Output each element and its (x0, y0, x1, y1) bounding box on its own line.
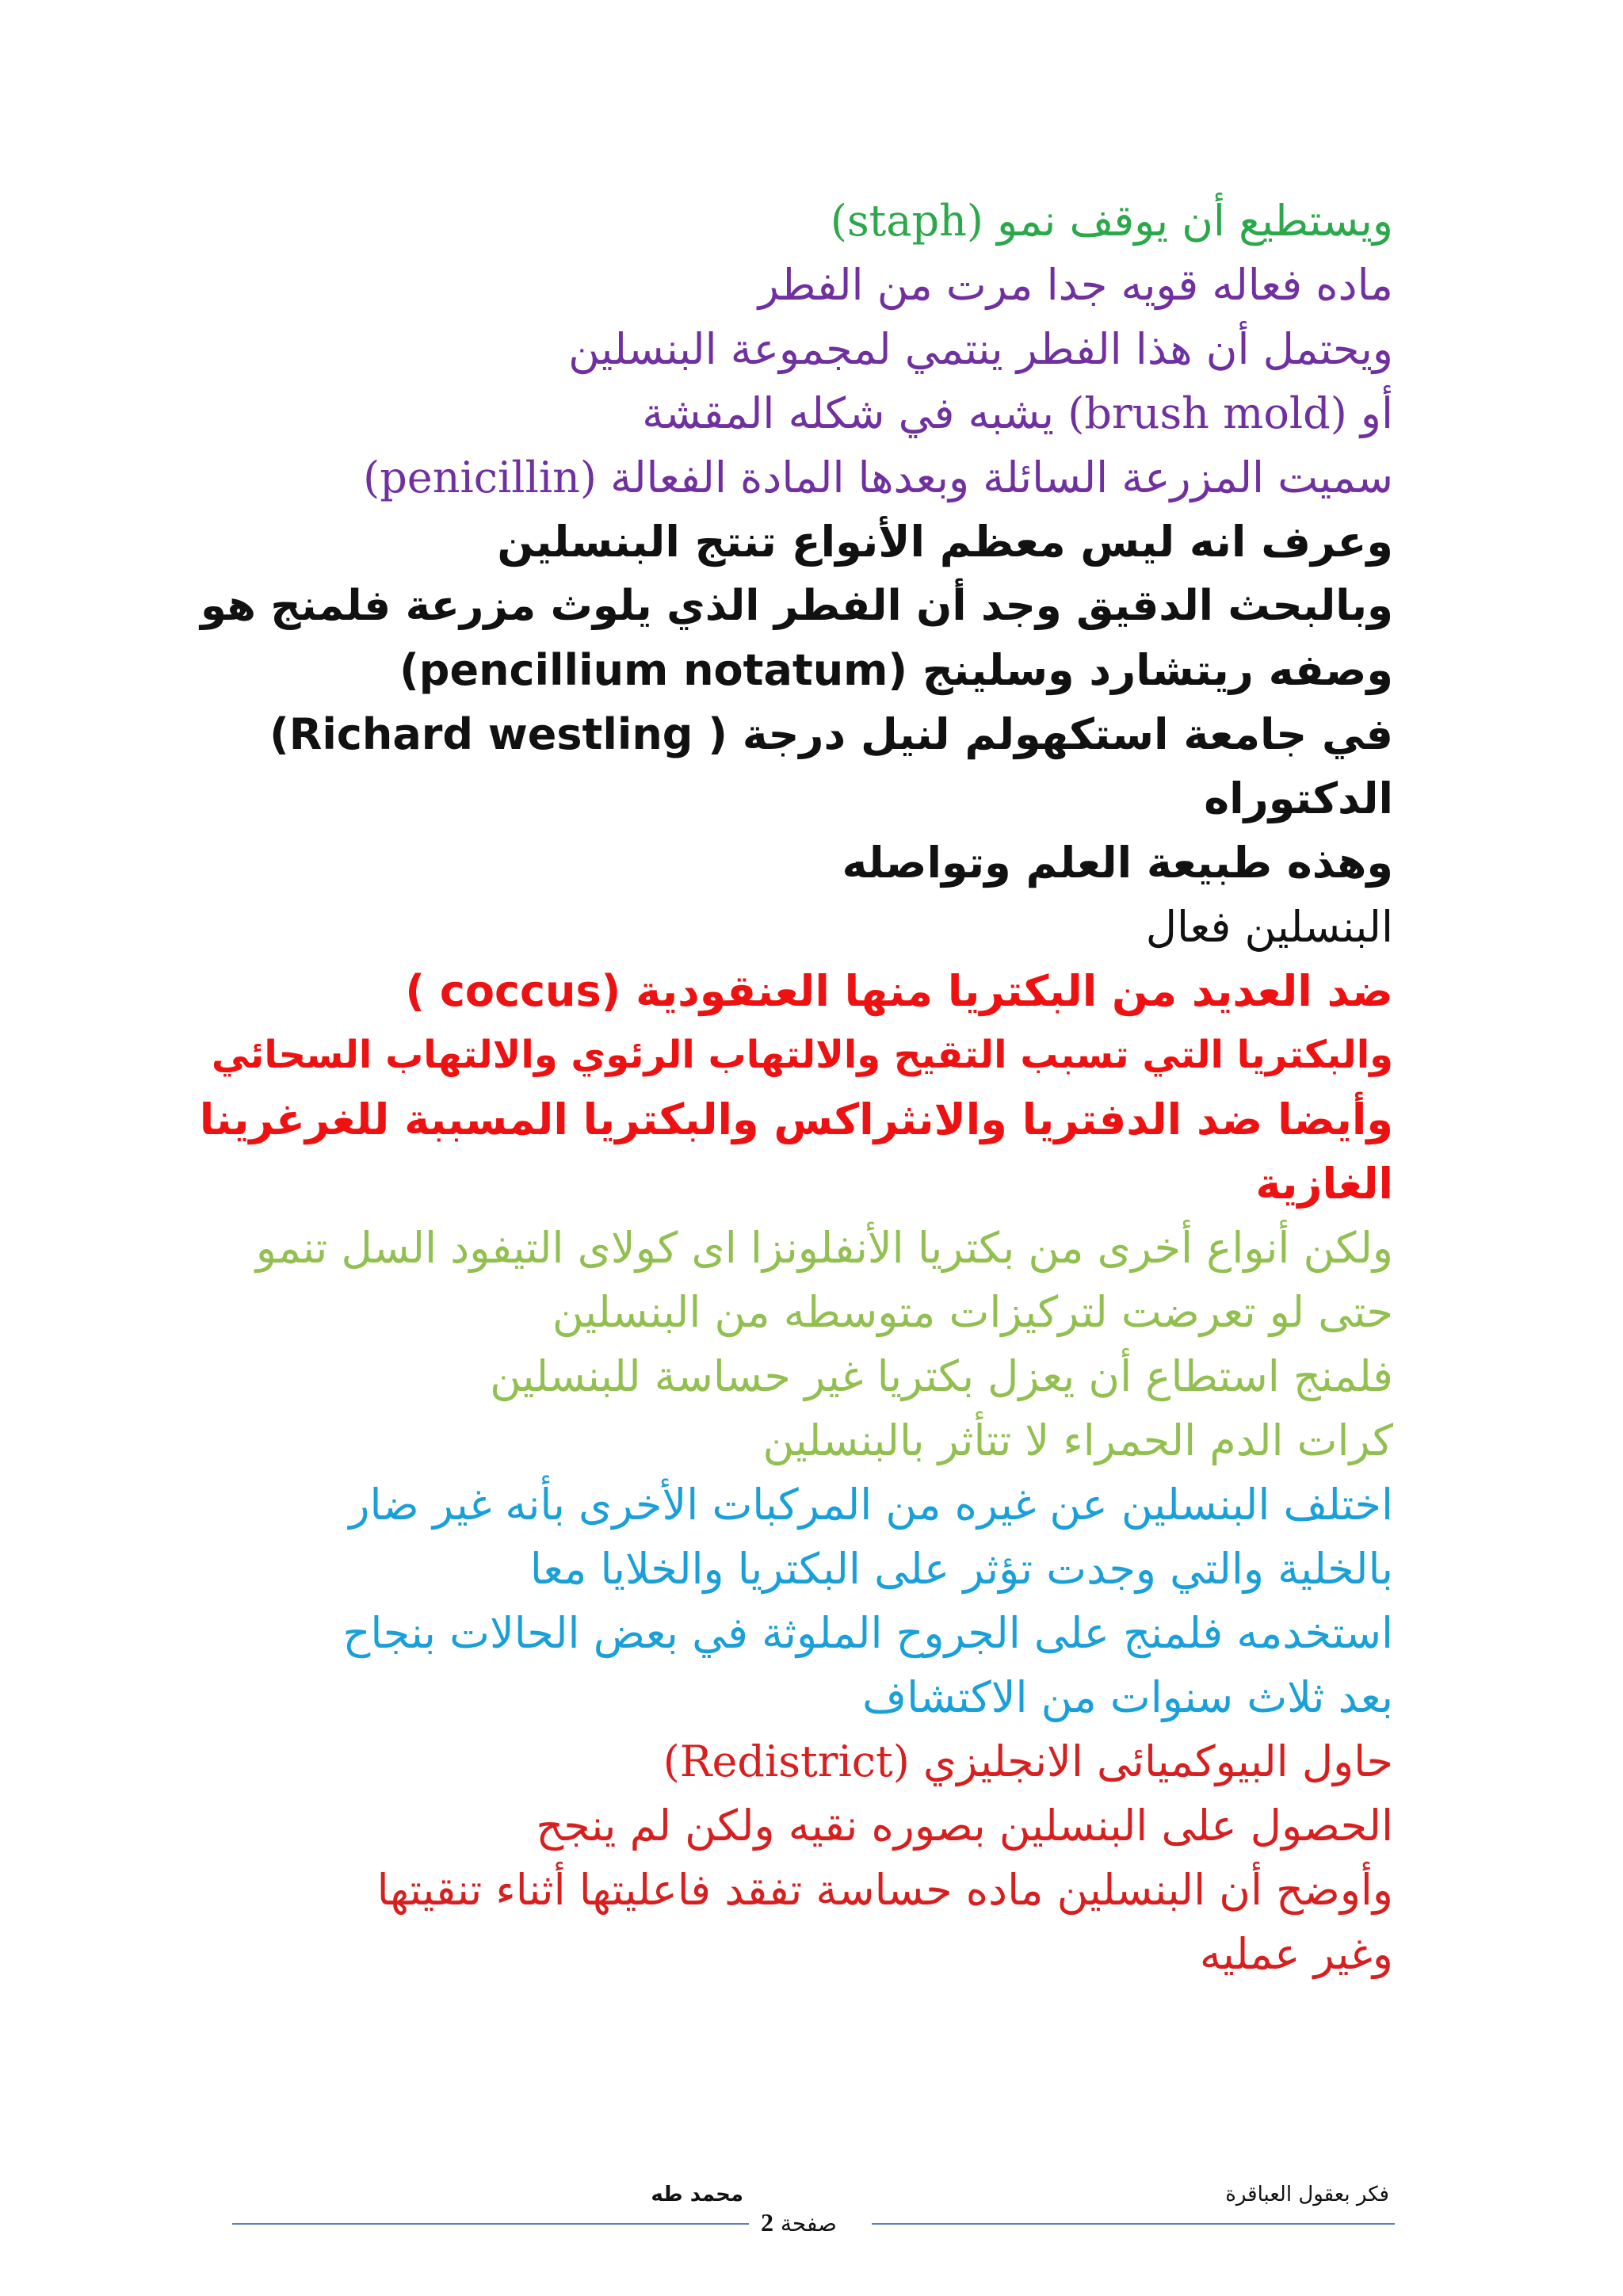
footer-divider-left (232, 2223, 749, 2225)
text-line: استخدمه فلمنج على الجروح الملوثة في بعض الحالات بنجاح (342, 1608, 1393, 1658)
text-line: وغير عمليه (1199, 1929, 1393, 1979)
footer-page-number: 2 (761, 2208, 773, 2237)
footer-divider-right (872, 2223, 1395, 2225)
text-line: سميت المزرعة السائلة وبعدها المادة الفعالة (penicillin) (363, 453, 1393, 502)
page-footer (0, 2164, 1623, 2259)
text-line: والبكتريا التي تسبب التقيح والالتهاب الرئوي والالتهاب السحائي (211, 1033, 1393, 1077)
text-line: وأوضح أن البنسلين ماده حساسة تفقد فاعليتها أثناء تنقيتها (376, 1865, 1393, 1915)
text-line: ولكن أنواع أخرى من بكتريا الأنفلونزا اى كولاى التيفود السل تنمو (255, 1223, 1393, 1273)
text-line: ويستطيع أن يوقف نمو (staph) (830, 196, 1393, 246)
text-line: الغازية (1255, 1159, 1393, 1209)
footer-page-label: صفحة (780, 2210, 837, 2237)
text-line: ضد العديد من البكتريا منها العنقودية (coccus ) (405, 966, 1393, 1016)
text-line: ماده فعاله قويه جدا مرت من الفطر (758, 260, 1393, 310)
text-line: بالخلية والتي وجدت تؤثر على البكتريا والخلايا معا (529, 1544, 1393, 1594)
page-body (189, 189, 1393, 1986)
text-line: اختلف البنسلين عن غيره من المركبات الأخرى بأنه غير ضار (349, 1480, 1393, 1530)
text-line: الحصول على البنسلين بصوره نقيه ولكن لم ينجح (536, 1801, 1393, 1851)
text-line: أو (brush mold) يشبه في شكله المقشة (642, 388, 1393, 438)
text-line: وبالبحث الدقيق وجد أن الفطر الذي يلوث مزرعة فلمنج هو (200, 582, 1393, 630)
text-line: وهذه طبيعة العلم وتواصله (842, 838, 1393, 888)
text-line: حاول البيوكميائى الانجليزي (Redistrict) (663, 1736, 1393, 1786)
text-line: حتى لو تعرضت لتركيزات متوسطه من البنسلين (552, 1287, 1393, 1337)
footer-author: محمد طه (651, 2183, 743, 2206)
text-line: (Richard westling ) في جامعة استكهولم لنيل درجة (269, 709, 1393, 759)
text-line: (pencillium notatum) وصفه ريتشارد وسلينج (399, 645, 1393, 695)
text-line: وعرف انه ليس معظم الأنواع تنتج البنسلين (497, 517, 1393, 567)
text-line: وأيضا ضد الدفتريا والانثراكس والبكتريا المسببة للغرغرينا (199, 1095, 1393, 1144)
footer-page-indicator (761, 2208, 837, 2237)
text-line: بعد ثلاث سنوات من الاكتشاف (862, 1672, 1393, 1722)
text-line: البنسلين فعال (1145, 902, 1393, 952)
text-line: ويحتمل أن هذا الفطر ينتمي لمجموعة البنسلين (568, 324, 1393, 374)
footer-book-title: فكر بعقول العباقرة (1225, 2183, 1389, 2206)
text-line: كرات الدم الحمراء لا تتأثر بالبنسلين (762, 1415, 1393, 1465)
text-line: فلمنج استطاع أن يعزل بكتريا غير حساسة للبنسلين (490, 1351, 1393, 1401)
text-line: الدكتوراه (1204, 774, 1393, 823)
